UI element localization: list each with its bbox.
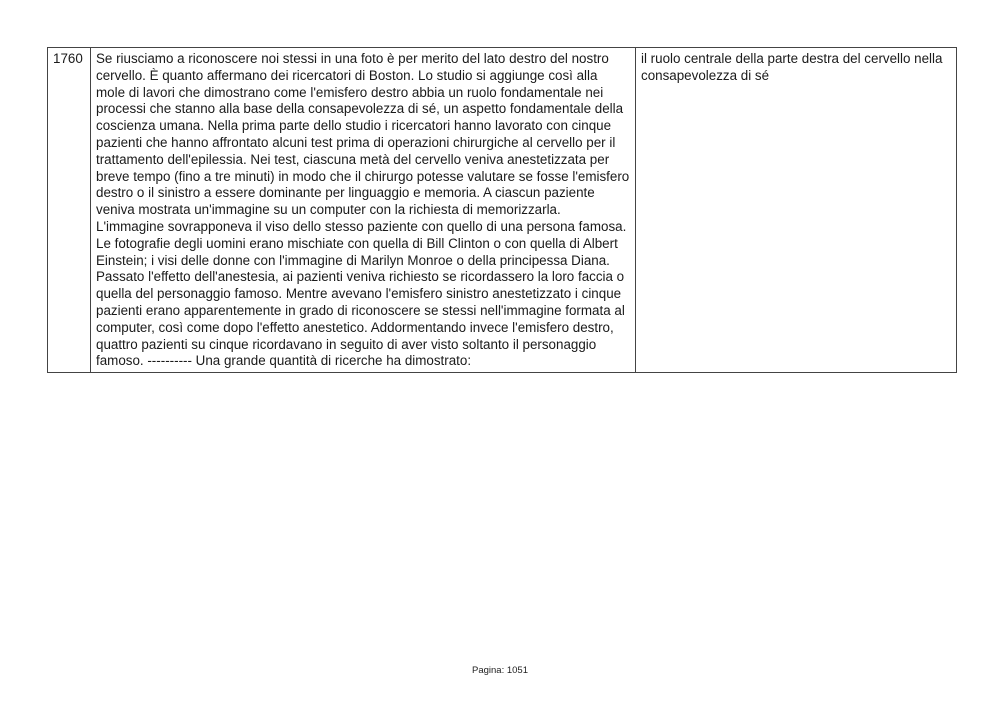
question-text-cell: Se riusciamo a riconoscere noi stessi in una foto è per merito del lato destro del nostro cervello. È quanto affermano dei ricercatori di Boston. Lo studio si aggiunge così alla mole di lavori che dimostrano come l'emisfero destro abbia un ruolo fondamentale nei processi che stanno alla base della consapevolezza di sé, un aspetto fondamentale della coscienza umana. Nella prima parte dello studio i ricercatori hanno lavorato con cinque pazienti che hanno affrontato alcuni test prima di operazioni chirurgiche al cervello per il trattamento dell'epilessia. Nei test, ciascuna metà del cervello veniva anestetizzata per breve tempo (fino a tre minuti) in modo che il chirurgo potesse valutare se fosse l'emisfero destro o il sinistro a essere dominante per linguaggio e memoria. A ciascun paziente veniva mostrata un'immagine su un computer con la richiesta di memorizzarla. L'immagine sovrapponeva il viso dello stesso paziente con quello di una persona famosa. Le fotografie degli uomini erano mischiate con quella di Bill Clinton o con quella di Albert Einstein; i visi delle donne con l'immagine di Marilyn Monroe o della principessa Diana. Passato l'effetto dell'anestesia, ai pazienti veniva richiesto se ricordassero la loro faccia o quella del personaggio famoso. Mentre avevano l'emisfero sinistro anestetizzato i cinque pazienti erano apparentemente in grado di riconoscere se stessi nell'immagine formata al computer, così come dopo l'effetto anestetico. Addormentando invece l'emisfero destro, quattro pazienti su cinque ricordavano in seguito di aver visto soltanto il personaggio famoso. ---------- Una grande quantità di ricerche ha dimostrato: <box>91 48 636 373</box>
table-row <box>48 48 957 373</box>
answer-cell: il ruolo centrale della parte destra del cervello nella consapevolezza di sé <box>636 48 957 373</box>
page-number: Pagina: 1051 <box>472 665 528 676</box>
question-table <box>47 47 957 373</box>
question-id-cell: 1760 <box>48 48 91 373</box>
